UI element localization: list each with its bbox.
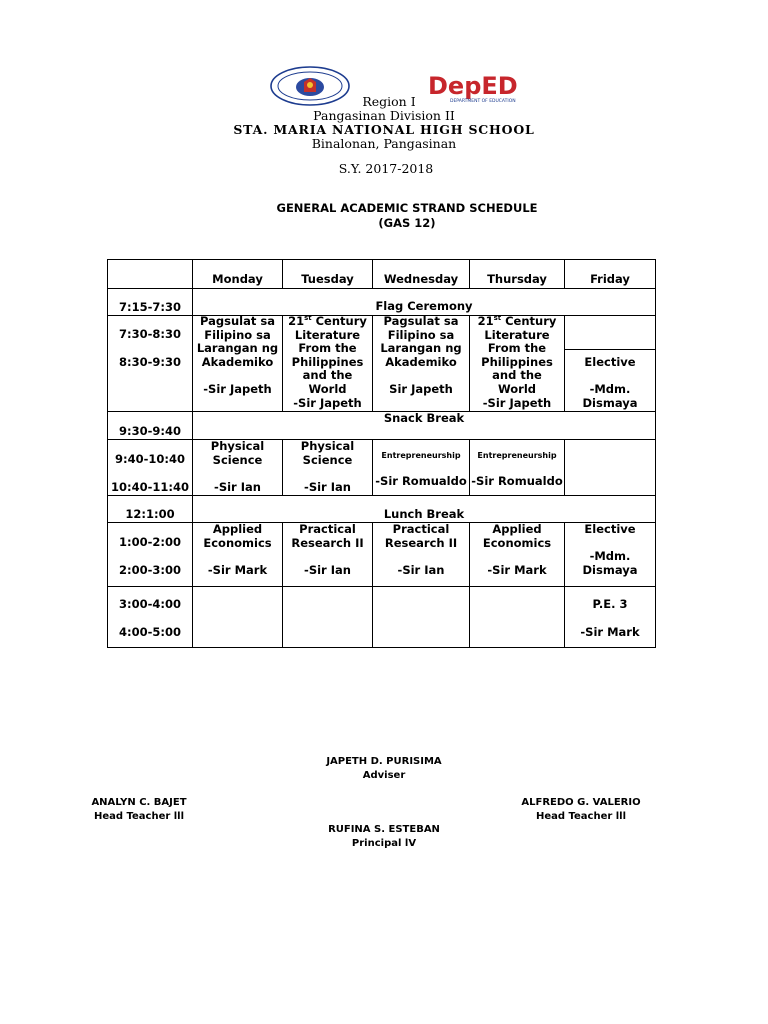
division-label: Pangasinan Division II — [313, 108, 455, 123]
teacher-name: -Sir Romualdo — [471, 474, 563, 488]
class-text: Applied — [492, 522, 542, 536]
class-text: Akademiko — [385, 354, 457, 369]
class-text: Elective — [584, 522, 636, 536]
class-text: Science — [212, 452, 263, 467]
school-year: S.Y. 2017-2018 — [338, 161, 434, 176]
time-slot: 12:1:00 — [125, 507, 175, 521]
class-text: Practical — [392, 522, 450, 536]
class-cell-wednesday-morning — [373, 315, 469, 397]
table-border — [107, 288, 656, 289]
class-text: Filipino sa — [204, 327, 271, 342]
class-text: Economics — [482, 535, 552, 550]
course-title: 21st Century — [477, 314, 557, 328]
class-text: From the — [487, 341, 547, 356]
class-cell-thursday-afternoon — [470, 523, 564, 577]
class-text: Applied — [212, 522, 263, 536]
table-border — [107, 259, 656, 260]
head-teacher-right-signature — [501, 796, 661, 824]
class-text: Research II — [384, 535, 458, 550]
class-text: Philippines — [481, 354, 553, 369]
time-slot: 2:00-3:00 — [119, 563, 181, 577]
time-slot: 8:30-9:30 — [119, 355, 181, 369]
class-text: Filipino sa — [387, 327, 455, 342]
class-cell-tuesday-morning — [283, 315, 372, 410]
teacher-name: -Sir Mark — [580, 625, 640, 639]
class-cell-wednesday-midmorning: Entrepreneurship — [381, 451, 461, 460]
region-label: Region I — [362, 94, 416, 109]
class-text: Philippines — [291, 354, 364, 369]
day-header-wednesday: Wednesday — [383, 272, 459, 286]
teacher-name: -Sir Ian — [304, 562, 351, 577]
class-cell-monday-midmorning — [193, 440, 282, 494]
day-header-thursday: Thursday — [487, 272, 547, 286]
class-cell-thursday-midmorning: Entrepreneurship — [477, 451, 557, 460]
class-text: Larangan ng — [196, 341, 279, 356]
class-text: and the — [302, 368, 353, 383]
adviser-signature — [284, 755, 484, 783]
class-text: Science — [302, 452, 353, 467]
class-text: Pagsulat sa — [200, 314, 275, 328]
time-slot: 4:00-5:00 — [119, 625, 181, 639]
table-border — [655, 259, 656, 648]
time-slot: 3:00-4:00 — [119, 597, 181, 611]
head-teacher-title: Head Teacher lll — [535, 811, 627, 822]
class-text: Economics — [203, 535, 272, 550]
class-text: Literature — [294, 327, 361, 342]
flag-ceremony-label: Flag Ceremony — [375, 299, 473, 313]
class-cell-monday-morning — [193, 315, 282, 397]
lunch-break-label: Lunch Break — [383, 507, 465, 521]
table-border — [564, 349, 655, 350]
class-text: Physical — [210, 439, 265, 453]
class-text: Pagsulat sa — [383, 314, 459, 328]
class-text: Research II — [291, 535, 364, 550]
head-teacher-left-signature — [59, 796, 219, 824]
class-text: Practical — [299, 522, 356, 536]
class-text: Elective — [584, 355, 636, 369]
table-border — [107, 495, 656, 496]
time-slot: 7:30-8:30 — [119, 327, 181, 341]
table-border — [107, 439, 656, 440]
teacher-name: -Sir Ian — [304, 479, 351, 494]
head-teacher-title: Head Teacher lll — [93, 811, 185, 822]
class-cell-tuesday-afternoon — [283, 523, 372, 577]
head-teacher-name: ALFREDO G. VALERIO — [521, 797, 641, 808]
class-cell-tuesday-midmorning — [283, 440, 372, 494]
adviser-title: Adviser — [362, 770, 406, 781]
principal-signature — [284, 823, 484, 851]
class-text: From the — [298, 341, 357, 356]
class-cell-wednesday-afternoon — [373, 523, 469, 577]
teacher-name: -Sir Ian — [397, 562, 445, 577]
class-text: World — [497, 381, 537, 396]
svg-text:DepED: DepED — [428, 72, 518, 100]
teacher-name: -Sir Ian — [214, 479, 261, 494]
principal-name: RUFINA S. ESTEBAN — [328, 824, 440, 835]
class-text: Akademiko — [201, 354, 274, 369]
principal-title: Principal lV — [351, 838, 417, 849]
time-slot: 7:15-7:30 — [119, 300, 181, 314]
course-title: 21st Century — [288, 314, 367, 328]
time-slot: 9:40-10:40 — [115, 452, 185, 466]
class-cell-thursday-morning — [470, 315, 564, 410]
schedule-subtitle: (GAS 12) — [378, 216, 436, 230]
class-text: Literature — [484, 327, 550, 342]
day-header-tuesday: Tuesday — [301, 272, 354, 286]
teacher-name: -Mdm. — [589, 382, 631, 397]
class-cell-monday-afternoon — [193, 523, 282, 577]
teacher-name: -Sir Japeth — [482, 395, 552, 410]
class-cell-friday-late: P.E. 3 — [592, 597, 628, 611]
class-text: and the — [492, 368, 542, 383]
table-border — [107, 647, 656, 648]
school-name: STA. MARIA NATIONAL HIGH SCHOOL — [233, 122, 535, 137]
adviser-name: JAPETH D. PURISIMA — [326, 756, 442, 767]
table-border — [564, 439, 565, 495]
table-border — [107, 586, 656, 587]
time-slot: 1:00-2:00 — [119, 535, 181, 549]
teacher-name: Sir Japeth — [389, 381, 453, 396]
class-cell-friday-morning — [565, 356, 655, 410]
class-text: World — [308, 381, 347, 396]
day-header-monday: Monday — [212, 272, 263, 286]
class-text: Larangan ng — [380, 341, 462, 356]
svg-text:DEPARTMENT OF EDUCATION: DEPARTMENT OF EDUCATION — [450, 99, 516, 104]
teacher-name: Dismaya — [582, 562, 638, 577]
day-header-friday: Friday — [590, 272, 630, 286]
teacher-name: -Sir Mark — [487, 562, 547, 577]
teacher-name: -Sir Romualdo — [375, 474, 467, 488]
teacher-name: Dismaya — [582, 395, 638, 410]
snack-break-label: Snack Break — [383, 411, 465, 425]
class-text: Physical — [300, 439, 355, 453]
teacher-name: -Mdm. — [589, 549, 631, 564]
head-teacher-name: ANALYN C. BAJET — [91, 797, 187, 808]
time-slot: 10:40-11:40 — [111, 480, 189, 494]
class-cell-friday-afternoon — [565, 523, 655, 577]
time-slot: 9:30-9:40 — [119, 424, 181, 438]
teacher-name: -Sir Japeth — [203, 381, 272, 396]
teacher-name: -Sir Mark — [207, 562, 268, 577]
schedule-title: GENERAL ACADEMIC STRAND SCHEDULE — [276, 201, 538, 215]
school-location: Binalonan, Pangasinan — [311, 136, 457, 151]
teacher-name: -Sir Japeth — [293, 395, 362, 410]
